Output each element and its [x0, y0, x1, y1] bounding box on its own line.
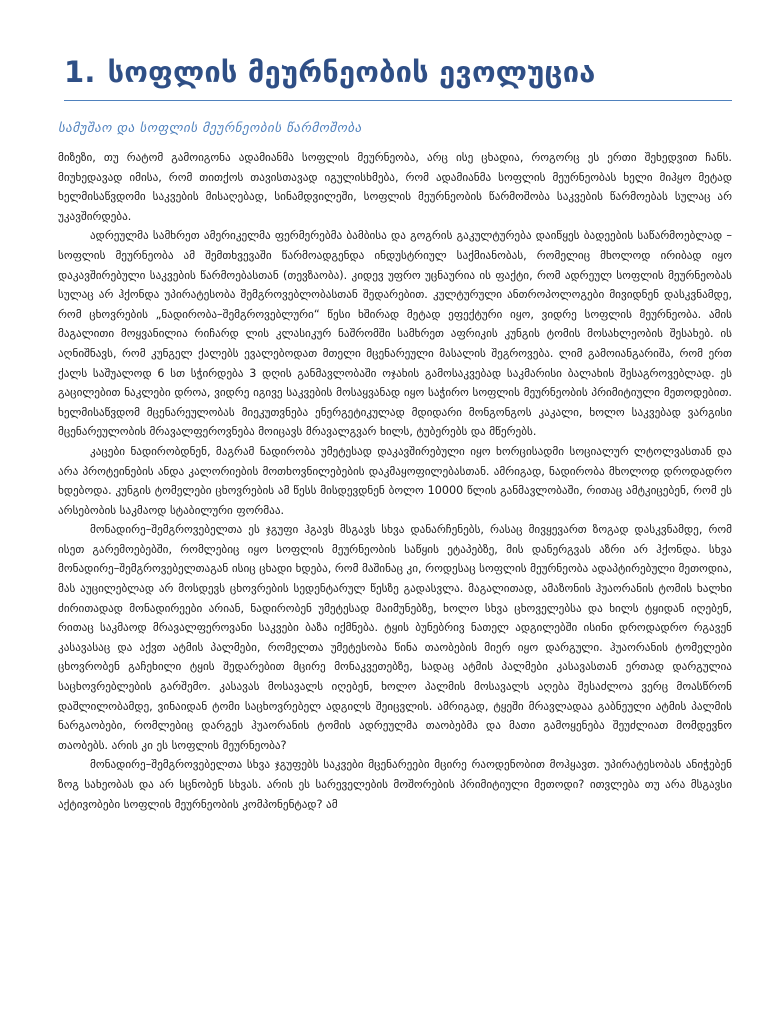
paragraph-5: მონადირე–შემგროვებელთა სხვა ჯგუფებს საკვები მცენარეები მცირე რაოდენობით მოჰყავთ. უპირატესობას ანიჭებენ ზოგ სახეობას და არ სცნობენ სხვას. არის ეს სარეველების მოშორების პრიმიტიული მეთოდი? ითვლება თუ არა მსგავსი აქტივობები სოფლის მეურნეობის კომპონენტად? ამ: [58, 758, 732, 811]
chapter-title-text: სოფლის მეურნეობის ევოლუცია: [107, 55, 596, 89]
paragraph-2: ადრეულმა სამხრეთ ამერიკელმა ფერმერებმა ბამბისა და გოგრის გაკულტურება დაიწყეს ბადეების საწარმოებლად – სოფლის მეურნეობა ამ შემთხვევაში წარმოადგენდა ინდუსტრიულ საქმიანობას, რომელიც მხოლოდ ირიბად იყო დაკავშირებული საკვების წარმოებასთან (თევზაობა). კიდევ უფრო უცნაურია ის ფაქტი, რომ ადრეულ სოფლის მეურნეობას სულაც არ ჰქონდა უპირატესობა შემგროვებლობასთან შედარებით. კულტურული ანთროპოლოგები მივიდნენ დასკვნამდე, რომ ცხოვრების „ნადირობა–შემგროვებლური“ წესი ხშირად მეტად ეფექტური იყო, ვიდრე სოფლის მეურნეობა. ამის მაგალითი მოყვანილია რიჩარდ ლის კლასიკურ ნაშრომში სამხრეთ აფრიკის კუნგის ტომის მოსახლეობის შესახებ. ის აღნიშნავს, რომ კუნგელ ქალებს ევალებოდათ მთელი მცენარეული მასალის შეგროვება. ლიმ გამოიანგარიშა, რომ ერთ ქალს საშუალოდ 6 სთ სჭირდება 3 დღის განმავლობაში ოჯახის გამოსაკვებად საკმარისი ბალახის შესაგროვებლად. ეს გაცილებით ნაკლები დროა, ვიდრე იგივე საკვების მოსაყვანად იყო საჭირო სოფლის მეურნეობის პრიმიტიული მეთოდებით. ხელმისაწვდომ მცენარეულობას მიეკუთვნება ენერგეტიკულად მდიდარი მონგონგოს კაკალი, ხოლო საკვებად ვარგისი მცენარეულობის მრავალფეროვნება მოიცავს მრავალგვარ ხილს, ტუბერებს და მწერებს.: [58, 229, 732, 439]
chapter-title: [64, 52, 732, 101]
paragraph-4: მონადირე–შემგროვებელთა ეს ჯგუფი ჰგავს მსგავს სხვა დანარჩენებს, რასაც მივყევართ ზოგად დასკვნამდე, რომ ისეთ გარემოებებში, რომლებიც იყო სოფლის მეურნეობის საწყის ეტაპებზე, მის დანერგვას აზრი არ ჰქონდა. სხვა მონადირე–შემგროვებელთაგან ისიც ცხადი ხდება, რომ მაშინაც კი, როდესაც სოფლის მეურნეობა ადაპტირებული მეთოდია, მას აუცილებლად არ მოსდევს ცხოვრების სედენტარულ წესზე გადასვლა. მაგალითად, ამაზონის ჰუაორანის ტომის ხალხი ძირითადად მონადირეები არიან, ნადირობენ უმეტესად მაიმუნებზე, ხოლო სხვა ცხოველებსა და ხილს ტყიდან იღებენ, რითაც საკმაოდ მრავალფეროვანი საკვები ბაზა იქმნება. ტყის ბუნებრივ ნათელ ადგილებში ისინი დროდადრო რგავენ კასავასაც და აქვთ ატმის პალმები, რომელთა უმეტესობა წინა თაობების მიერ იყო დარგული. ჰუაორანის ტომელები ცხოვრობენ გაჩეხილი ტყის შედარებით მცირე მონაკვეთებზე, სადაც ატმის პალმები კასავასთან ერთად დარგულია საცხოვრებლების გარშემო. კასავას მოსავალს იღებენ, ხოლო პალმის მოსავალს აღება შესაძლოა ვერც მოასწრონ დაშლილობამდე, ვინაიდან ტომი საცხოვრებელ ადგილს შეიცვლის. ამრიგად, ტყეში მრავლადაა გაბნეული ატმის პალმის ნარგაობები, რომლებიც დარგეს ჰუაორანის ტომის ადრეულმა თაობებმა და მათი გამოყენება შეუძლიათ მომდევნო თაობებს. არის კი ეს სოფლის მეურნეობა?: [58, 523, 732, 752]
paragraph-3: კაცები ნადირობდნენ, მაგრამ ნადირობა უმეტესად დაკავშირებული იყო ხორცისადმი სოციალურ ლტოლვასთან და არა პროტეინების ანდა კალორიების მოთხოვნილებების დაკმაყოფილებასთან. ამრიგად, ნადირობა მხოლოდ დროდადრო ხდებოდა. კუნგის ტომელები ცხოვრების ამ წესს მისდევდნენ ბოლო 10000 წლის განმავლობაში, რითაც ამტკიცებენ, რომ ეს არსებობის საკმაოდ სტაბილური ფორმაა.: [58, 444, 732, 517]
chapter-number: 1.: [64, 55, 96, 89]
body-text: [58, 148, 732, 814]
paragraph-1: მიზეზი, თუ რატომ გამოიგონა ადამიანმა სოფლის მეურნეობა, არც ისე ცხადია, როგორც ეს ერთი შეხედვით ჩანს. მიუხედავად იმისა, რომ თითქოს თავისთავად იგულისხმება, რომ ადამიანმა სოფლის მეურნეობას ხელი მიჰყო მეტად ხელმისაწვდომი საკვების მისაღებად, სინამდვილეში, სოფლის მეურნეობის წარმოშობა საკვების წარმოებას სულაც არ უკავშირდება.: [58, 151, 732, 223]
body-text-area: [58, 148, 732, 1024]
section-title: სამუშაო და სოფლის მეურნეობის წარმოშობა: [58, 121, 362, 136]
